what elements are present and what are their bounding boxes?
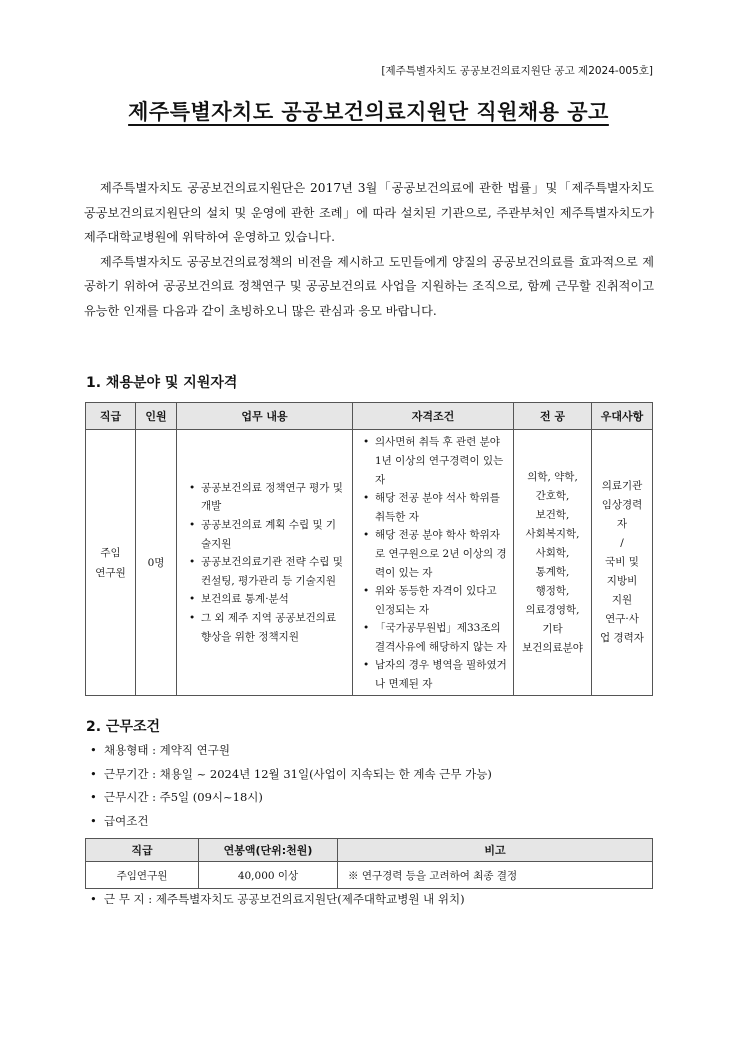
table-header-row [86, 839, 653, 862]
qualifications-list [359, 433, 507, 693]
list-item: • 그 외 제주 지역 공공보건의료 향상을 위한 정책지원 [201, 609, 344, 646]
list-item: • 해당 전공 분야 학사 학위자로 연구원으로 2년 이상의 경력이 있는 자 [375, 526, 507, 582]
header-qualifications: 자격조건 [353, 403, 514, 430]
list-item: • 의사면허 취득 후 관련 분야 1년 이상의 연구경력이 있는 자 [375, 433, 507, 489]
pay-header-rank: 직급 [86, 839, 199, 862]
location-list [90, 888, 465, 912]
header-rank: 직급 [86, 403, 136, 430]
table-header-row [86, 403, 653, 430]
list-item: • 급여조건 [90, 810, 492, 834]
list-item: • 공공보건의료 계획 수립 및 기술지원 [201, 516, 344, 553]
header-preferences: 우대사항 [592, 403, 653, 430]
header-count: 인원 [136, 403, 177, 430]
conditions-list [90, 739, 492, 833]
pay-cell-rank: 주임연구원 [86, 862, 199, 889]
intro-text [84, 176, 654, 323]
list-item: • 남자의 경우 병역을 필하였거나 면제된 자 [375, 656, 507, 693]
list-item: • 채용형태 : 계약직 연구원 [90, 739, 492, 763]
cell-preferences: 의료기관 임상경력 자 / 국비 및 지방비 지원 연구·사 업 경력자 [592, 430, 653, 696]
work-location: • 근 무 지 : 제주특별자치도 공공보건의료지원단(제주대학교병원 내 위치) [90, 888, 465, 912]
list-item: • 공공보건의료 정책연구 평가 및 개발 [201, 479, 344, 516]
header-duties: 업무 내용 [177, 403, 353, 430]
page-title: 제주특별자치도 공공보건의료지원단 직원채용 공고 [128, 100, 609, 124]
list-item: • 보건의료 통계·분석 [201, 590, 344, 609]
table-row [86, 430, 653, 696]
intro-paragraph-1: 제주특별자치도 공공보건의료지원단은 2017년 3월「공공보건의료에 관한 법률」및「제주특별자치도 공공보건의료지원단의 설치 및 운영에 관한 조례」에 따라 설치된 기관으로, 주관부처인 제주특별자치도가 제주대학교병원에 위탁하여 운영하고 있습니다. [84, 181, 654, 244]
list-item: • 「국가공무원법」제33조의 결격사유에 해당하지 않는 자 [375, 619, 507, 656]
cell-qualifications [353, 430, 514, 696]
list-item: • 위와 동등한 자격이 있다고 인정되는 자 [375, 582, 507, 619]
header-major: 전 공 [514, 403, 592, 430]
pay-header-salary: 연봉액(단위:천원) [199, 839, 338, 862]
cell-duties [177, 430, 353, 696]
cell-major: 의학, 약학, 간호학, 보건학, 사회복지학, 사회학, 통계학, 행정학, 의료경영학, 기타 보건의료분야 [514, 430, 592, 696]
pay-header-note: 비고 [338, 839, 653, 862]
cell-count: 0명 [136, 430, 177, 696]
pay-cell-salary: 40,000 이상 [199, 862, 338, 889]
duties-list [185, 479, 344, 646]
notice-number: [제주특별자치도 공공보건의료지원단 공고 제2024-005호] [381, 65, 653, 77]
list-item: • 근무시간 : 주5일 (09시~18시) [90, 786, 492, 810]
recruitment-table [85, 402, 653, 696]
salary-table [85, 838, 653, 889]
cell-rank: 주임 연구원 [86, 430, 136, 696]
list-item: • 공공보건의료기관 전략 수립 및 컨설팅, 평가관리 등 기술지원 [201, 553, 344, 590]
list-item: • 해당 전공 분야 석사 학위를 취득한 자 [375, 489, 507, 526]
table-row [86, 862, 653, 889]
section-heading-conditions: 2. 근무조건 [86, 719, 161, 735]
intro-paragraph-2: 제주특별자치도 공공보건의료정책의 비전을 제시하고 도민들에게 양질의 공공보건의료를 효과적으로 제공하기 위하여 공공보건의료 정책연구 및 공공보건의료 사업을 지원하는 조직으로, 함께 근무할 진취적이고 유능한 인재를 다음과 같이 초빙하오니 많은 관심과 응모 바랍니다. [84, 254, 654, 318]
pay-cell-note: ※ 연구경력 등을 고려하여 최종 결정 [338, 862, 653, 889]
section-heading-recruitment: 1. 채용분야 및 지원자격 [86, 375, 238, 391]
list-item: • 근무기간 : 채용일 ~ 2024년 12월 31일(사업이 지속되는 한 계속 근무 가능) [90, 763, 492, 787]
